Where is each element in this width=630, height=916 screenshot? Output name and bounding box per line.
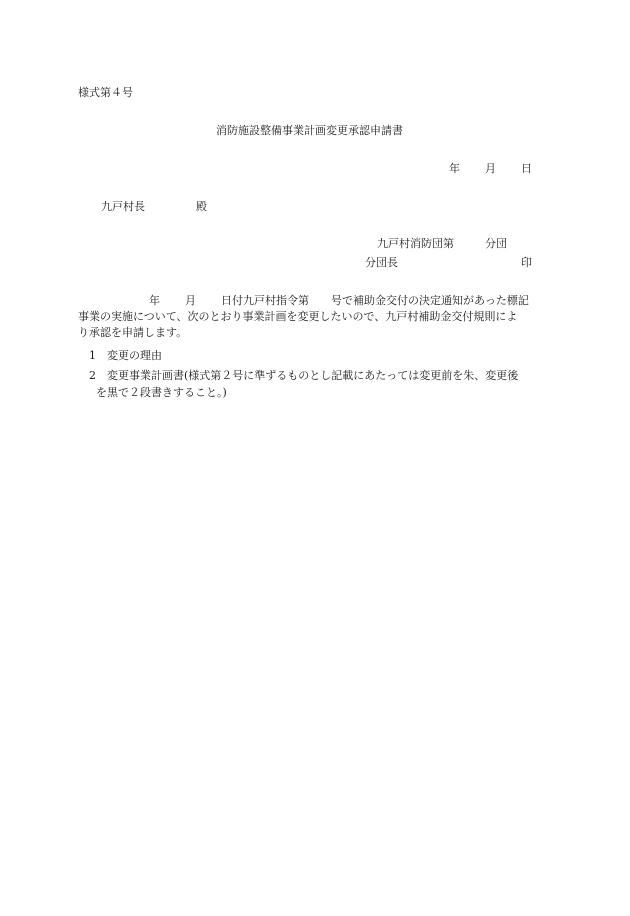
item-number: 2 [89,369,96,382]
item-number: 1 [89,349,96,362]
form-number: 様式第４号 [78,86,133,99]
addressee-name: 九戸村長 [101,200,145,213]
date-day: 日 [521,162,532,175]
item-text: 変更の理由 [107,349,162,362]
body-line1: 日付九戸村指令第 号で補助金交付の決定通知があった標記 [221,294,529,307]
date-year: 年 [449,162,460,175]
body-month: 月 [185,294,196,307]
document-title: 消防施設整備事業計画変更承認申請書 [216,124,403,137]
item-text-continued: を黒で２段書きすること。) [96,386,227,399]
item-text: 変更事業計画書(様式第２号に準ずるものとし記載にあたっては変更前を朱、変更後 [107,369,519,382]
body-line2: 事業の実施について、次のとおり事業計画を変更したいので、九戸村補助金交付規則によ [78,310,518,323]
applicant-org-prefix: 九戸村消防団第 [377,237,454,250]
body-line3: り承認を申請します。 [78,326,188,339]
applicant-role: 分団長 [365,256,398,269]
date-month: 月 [485,162,496,175]
applicant-seal: 印 [521,256,532,269]
applicant-org-suffix: 分団 [485,237,507,250]
body-year: 年 [149,294,160,307]
addressee-honorific: 殿 [196,200,207,213]
